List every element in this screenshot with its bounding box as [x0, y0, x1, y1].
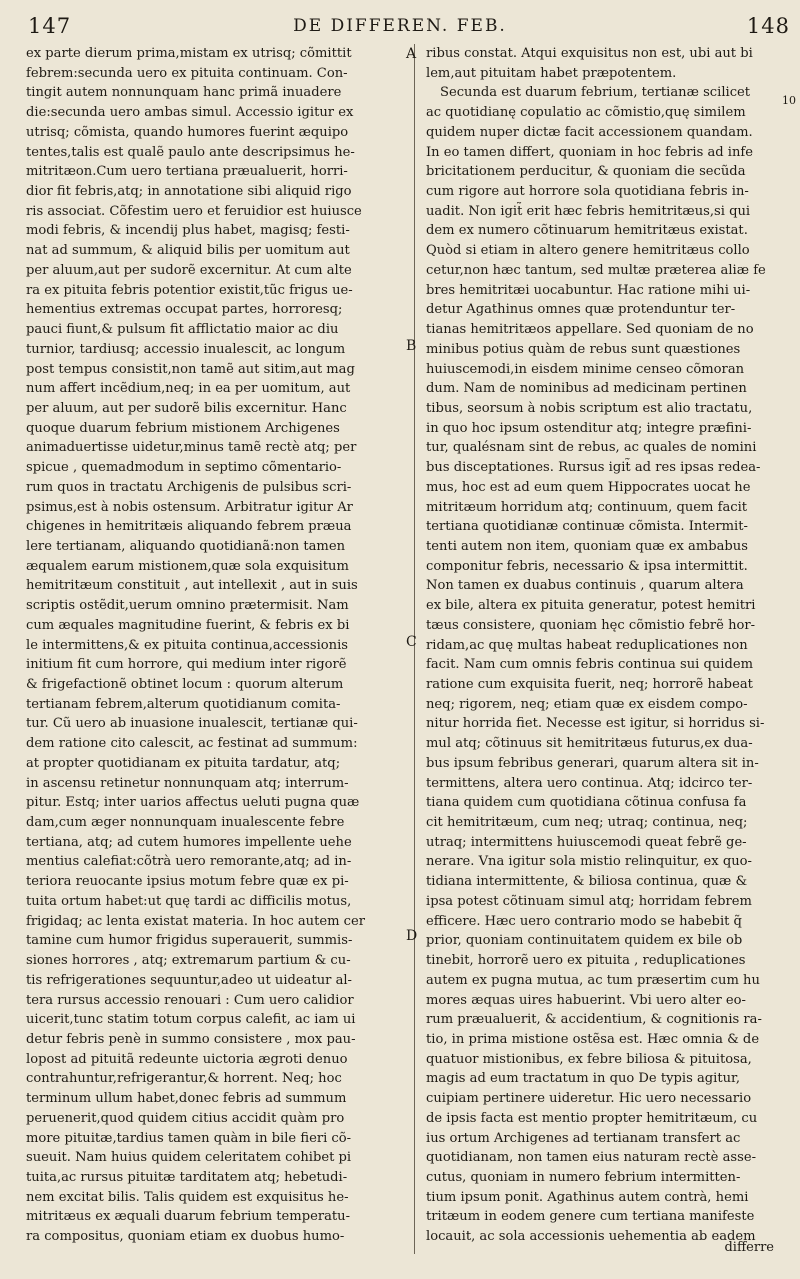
text-line: bres hemitritæi uocabuntur. Hac ratione mihi ui-: [426, 282, 751, 298]
text-line: componitur febris, necessario & ipsa intermittit.: [426, 558, 748, 574]
text-line: mus, hoc est ad eum quem Hippocrates uocat he: [426, 479, 751, 495]
page-number-right: 148: [746, 14, 790, 38]
text-line: turnior, tardiusq; accessio inualescit, ac longum: [26, 341, 346, 357]
text-line: pitur. Estq; inter uarios affectus ueluti pugna quæ: [26, 795, 360, 811]
text-line: frigidaq; ac lenta existat materia. In hoc autem cer: [26, 913, 365, 929]
text-line: Non tamen ex duabus continuis , quarum altera: [426, 578, 744, 594]
text-line: ris associat. Cõfestim uero et feruidior est huiusce: [26, 203, 362, 219]
text-line: dem ratione cito calescit, ac festinat ad summum:: [26, 736, 358, 752]
text-line: tiana quidem cum quotidiana cõtinua confusa fa: [426, 795, 747, 811]
text-line: bus disceptationes. Rursus igit̃ ad res ipsas redea-: [426, 460, 761, 476]
text-line: dam,cum æger nonnunquam inualescente febre: [26, 815, 345, 831]
text-line: mitritæus ex æquali duarum febrium temperatu-: [26, 1209, 351, 1225]
text-line: post tempus consistit,non tamẽ aut sitim,aut mag: [26, 361, 355, 377]
page-number-left: 147: [28, 14, 72, 38]
text-line: ac quotidianę copulatio ac cõmistio,quę similem: [426, 105, 746, 121]
text-line: pauci fiunt,& pulsum fit afflictatio maior ac diu: [26, 322, 339, 338]
text-line: ratione cum exquisita fuerit, neq; horrorẽ habeat: [426, 677, 753, 692]
text-line: initium fit cum horrore, qui medium inter rigorẽ: [26, 657, 347, 673]
text-line: ribus constat. Atqui exquisitus non est, ubi aut bi: [426, 46, 753, 61]
text-line: psimus,est à nobis ostensum. Arbitratur igitur Ar: [26, 499, 353, 515]
text-line: ridam,ac quę multas habeat reduplicationes non: [426, 637, 748, 653]
text-line: de ipsis facta est mentio propter hemitritæum, cu: [426, 1110, 758, 1126]
text-line: ius ortum Archigenes ad tertianam transfert ac: [426, 1130, 741, 1146]
margin-marker-d: D: [406, 928, 418, 944]
text-line: mores æquas uires habuerint. Vbi uero alter eo-: [426, 992, 746, 1008]
text-line: animaduertisse uidetur,minus tamẽ rectè atq; per: [26, 440, 357, 456]
text-line: hemitritæum constituit , aut intellexit , aut in suis: [26, 578, 358, 594]
right-text-column: [426, 44, 776, 1247]
text-line: dum. Nam de nominibus ad medicinam pertinen: [426, 381, 747, 397]
text-line: tritæum in eodem genere cum tertiana manifeste: [426, 1209, 755, 1225]
text-line: rum præualuerit, & accidentium, & cognitionis ra-: [426, 1012, 762, 1028]
text-line: contrahuntur,refrigerantur,& horrent. Neq; hoc: [26, 1071, 342, 1087]
margin-line-number: 10: [782, 94, 796, 107]
text-line: In eo tamen differt, quoniam in hoc febris ad infe: [426, 144, 754, 160]
text-line: in quo hoc ipsum ostenditur atq; integre præfini-: [426, 420, 752, 436]
text-line: bricitationem perducitur, & quoniam die secũda: [426, 164, 746, 180]
text-line: tera rursus accessio renouari : Cum uero calidior: [26, 992, 354, 1008]
text-line: spicue , quemadmodum in septimo cõmentario-: [26, 460, 342, 476]
text-line: more pituitæ,tardius tamen quàm in bile fieri cõ-: [26, 1130, 352, 1146]
text-line: tertiana quotidianæ continuæ cõmista. Intermit-: [426, 519, 748, 535]
text-line: cetur,non hæc tantum, sed multæ præterea aliæ fe: [426, 262, 766, 278]
text-line: tingit autem nonnunquam hanc primã inuadere: [26, 85, 342, 101]
text-line: neq; rigorem, neq; etiam quæ ex eisdem compo-: [426, 696, 748, 712]
margin-marker-b: B: [406, 338, 417, 354]
text-line: tur, qualésnam sint de rebus, ac quales de nomini: [426, 440, 757, 456]
text-line: mentius calefiat:cõtrà uero remorante,atq; ad in-: [26, 854, 352, 870]
text-line: peruenerit,quod quidem citius accidit quàm pro: [26, 1110, 345, 1126]
running-title: DE DIFFEREN. FEB.: [293, 16, 507, 36]
text-line: detur febris penè in summo consistere , mox pau-: [26, 1031, 356, 1047]
text-line: ex bile, altera ex pituita generatur, potest hemitri: [426, 598, 756, 614]
text-line: lem,aut pituitam habet præpotentem.: [426, 65, 677, 81]
catchword: differre: [724, 1240, 774, 1255]
text-line: chigenes in hemitritæis aliquando febrem præua: [26, 519, 352, 535]
text-line: uadit. Non igit̃ erit hæc febris hemitritæus,si qui: [426, 203, 751, 219]
text-line: nitur horrida fiet. Necesse est igitur, si horridus si-: [426, 716, 765, 732]
text-line: cutus, quoniam in numero febrium intermitten-: [426, 1169, 741, 1185]
text-line: ra ex pituita febris potentior existit,tũc frigus ue-: [26, 282, 353, 298]
text-line: modi febris, & incendij plus habet, magisq; festi-: [26, 223, 350, 239]
text-line: bus ipsum febribus generari, quarum altera sit in-: [426, 755, 759, 771]
text-line: utrisq; cõmista, quando humores fuerint æquipo: [26, 124, 349, 140]
text-line: æqualem earum mistionem,quæ sola exquisitum: [26, 558, 349, 574]
text-line: uicerit,tunc statim totum corpus calefit, ac iam ui: [26, 1012, 356, 1028]
text-line: per aluum,aut per sudorẽ excernitur. At cum alte: [26, 262, 352, 278]
text-line: prior, quoniam continuitatem quidem ex bile ob: [426, 933, 743, 949]
left-text-column: [26, 44, 404, 1247]
text-line: hementius extremas occupat partes, horroresq;: [26, 302, 343, 318]
text-line: in ascensu retinetur nonnunquam atq; interrum-: [26, 775, 349, 791]
text-line: at propter quotidianam ex pituita tardatur, atq;: [26, 755, 341, 771]
text-line: minibus potius quàm de rebus sunt quæstiones: [426, 341, 741, 357]
text-line: febrem:secunda uero ex pituita continuam. Con-: [26, 65, 348, 81]
text-line: nat ad summum, & aliquid bilis per uomitum aut: [26, 243, 350, 259]
text-line: tibus, seorsum à nobis scriptum est alio tractatu,: [426, 400, 753, 416]
text-line: lere tertianam, aliquando quotidianã:non tamen: [26, 538, 346, 554]
page-header: [0, 14, 800, 40]
text-line: termittens, altera uero continua. Atq; idcirco ter-: [426, 775, 753, 791]
text-line: huiuscemodi,in eisdem minime censeo cõmoran: [426, 361, 745, 377]
text-line: & frigefactionẽ obtinet locum : quorum alterum: [26, 677, 344, 692]
text-line: quidem nuper dictæ facit accessionem quandam.: [426, 124, 753, 140]
text-line: tæus consistere, quoniam hęc cõmistio febrẽ hor-: [426, 617, 756, 633]
text-line: mitritæum horridum atq; continuum, quem facit: [426, 499, 748, 515]
text-line: cum rigore aut horrore sola quotidiana febris in-: [426, 184, 749, 200]
text-line: tuita,ac rursus pituitæ tarditatem atq; hebetudi-: [26, 1169, 348, 1185]
text-line: cuipiam pertinere uideretur. Hic uero necessario: [426, 1091, 752, 1107]
text-line: mitritæon.Cum uero tertiana præualuerit, horri-: [26, 164, 348, 180]
text-line: quoque duarum febrium mistionem Archigenes: [26, 420, 340, 436]
text-line: tuita ortum habet:ut quę tardi ac difficilis motus,: [26, 893, 352, 909]
text-line: tis refrigerationes sequuntur,adeo ut uideatur al-: [26, 972, 352, 988]
text-line: tur. Cũ uero ab inuasione inualescit, tertianæ qui-: [26, 716, 358, 732]
text-line: quatuor mistionibus, ex febre biliosa & pituitosa,: [426, 1051, 752, 1067]
margin-marker-c: C: [406, 634, 417, 650]
text-line: tentes,talis est qualẽ paulo ante descripsimus he-: [26, 144, 355, 160]
text-line: lopost ad pituitã redeunte uictoria ægroti denuo: [26, 1051, 348, 1067]
text-line: ra compositus, quoniam etiam ex duobus humo-: [26, 1229, 345, 1245]
text-line: die:secunda uero ambas simul. Accessio igitur ex: [26, 105, 354, 121]
text-line: per aluum, aut per sudorẽ bilis excernitur. Hanc: [26, 400, 347, 416]
text-line: nerare. Vna igitur sola mistio relinquitur, ex quo-: [426, 854, 752, 870]
text-line: detur Agathinus omnes quæ protenduntur ter-: [426, 302, 736, 318]
text-line: dem ex numero cõtinuarum hemitritæus existat.: [426, 223, 748, 239]
text-line: tio, in prima mistione ostẽsa est. Hæc omnia & de: [426, 1031, 760, 1047]
text-line: Quòd si etiam in altero genere hemitritæus collo: [426, 243, 750, 259]
text-line: siones horrores , atq; extremarum partium & cu-: [26, 953, 351, 969]
text-line: tinebit, horrorẽ uero ex pituita , reduplicationes: [426, 953, 746, 969]
text-line: efficere. Hæc uero contrario modo se habebit q̃: [426, 913, 742, 929]
text-line: magis ad eum tractatum in quo De typis agitur,: [426, 1071, 740, 1087]
text-line: tenti autem non item, quoniam quæ ex ambabus: [426, 538, 748, 554]
text-line: tium ipsum ponit. Agathinus autem contrà, hemi: [426, 1189, 749, 1205]
text-line: rum quos in tractatu Archigenis de pulsibus scri-: [26, 479, 352, 495]
text-line: tamine cum humor frigidus superauerit, summis-: [26, 933, 353, 949]
text-line: cum æquales magnitudine fuerint, & febris ex bi: [26, 617, 350, 633]
text-line: ipsa potest cõtinuam simul atq; horridam febrem: [426, 893, 752, 909]
text-line: nem excitat bilis. Talis quidem est exquisitus he-: [26, 1189, 349, 1205]
text-line: cit hemitritæum, cum neq; utraq; continua, neq;: [426, 815, 748, 831]
text-line: ex parte dierum prima,mistam ex utrisq; cõmittit: [26, 46, 352, 61]
text-line: sueuit. Nam huius quidem celeritatem cohibet pi: [26, 1150, 352, 1166]
text-line: autem ex pugna mutua, ac tum præsertim cum hu: [426, 972, 760, 988]
text-line: Secunda est duarum febrium, tertianæ scilicet: [440, 85, 751, 101]
text-line: terminum ullum habet,donec febris ad summum: [26, 1091, 347, 1107]
text-line: quotidianam, non tamen eius naturam rectè asse-: [426, 1150, 757, 1166]
text-line: scriptis ostẽdit,uerum omnino prætermisit. Nam: [26, 598, 349, 614]
text-line: tertiana, atq; ad cutem humores impellente uehe: [26, 834, 352, 850]
text-line: utraq; intermittens huiuscemodi queat febrẽ ge-: [426, 834, 747, 850]
text-line: num affert incẽdium,neq; in ea per uomitum, aut: [26, 381, 351, 397]
margin-marker-a: A: [406, 46, 417, 62]
text-line: tianas hemitritæos appellare. Sed quoniam de no: [426, 322, 754, 338]
text-line: tertianam febrem,alterum quotidianum comita-: [26, 696, 341, 712]
text-line: le intermittens,& ex pituita continua,accessionis: [26, 637, 348, 653]
text-line: tidiana intermittente, & biliosa continua, quæ &: [426, 874, 748, 890]
text-line: mul atq; cõtinuus sit hemitritæus futurus,ex dua-: [426, 736, 753, 752]
text-line: locauit, ac sola accessionis uehementia ab eadem: [426, 1229, 756, 1245]
text-line: teriora reuocante ipsius motum febre quæ ex pi-: [26, 874, 349, 890]
text-line: facit. Nam cum omnis febris continua sui quidem: [426, 657, 754, 673]
text-line: dior fit febris,atq; in annotatione sibi aliquid rigo: [26, 184, 352, 200]
